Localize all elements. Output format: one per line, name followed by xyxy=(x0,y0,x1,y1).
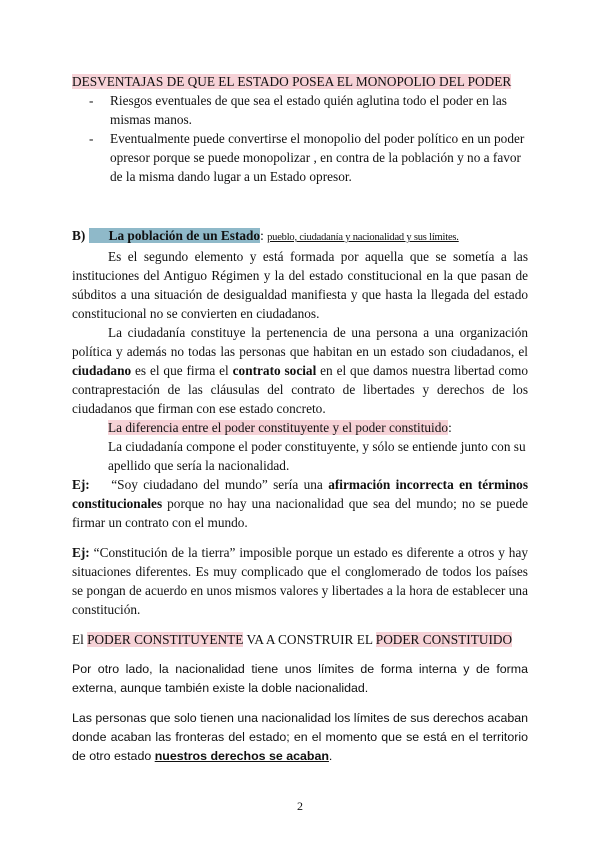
section-b-subtitle: pueblo, ciudadanía y nacionalidad y sus límites. xyxy=(267,232,459,243)
paragraph-citizenship xyxy=(72,323,528,418)
dash-bullet: - xyxy=(89,131,94,146)
list-item-text: Eventualmente puede convertirse el monopolio del poder político en un poder opresor porque se puede monopolizar , en contra de la población y no a favor de la misma dando lugar a un Estado opresor. xyxy=(110,131,525,184)
disadvantages-list xyxy=(72,91,528,186)
paragraph-population: Es el segundo elemento y está formada por aquella que se sometía a las instituciones del Antiguo Régimen y la del estado constitucional en la que pasan de súbditos a una situación de desigualdad manifiesta y que hasta la llegada del estado constitucional no se convierten en ciudadanos. xyxy=(72,249,528,321)
difference-colon: : xyxy=(448,420,452,435)
disadvantages-title xyxy=(72,72,528,91)
section-b-marker: B) xyxy=(72,228,86,243)
difference-title xyxy=(108,418,528,437)
disadvantages-title-text: DESVENTAJAS DE QUE EL ESTADO POSEA EL MONOPOLIO DEL PODER xyxy=(72,74,512,89)
text-run: “Constitución de la tierra” imposible porque un estado es diferente a otros y hay situaciones diferentes. Es muy complicado que el conglomerado de todos los países se pongan de acuerdo en unos mismos valores y libertades a la hora de establecer una constitución. xyxy=(72,545,529,617)
list-item xyxy=(72,91,528,129)
text-run: Las personas que solo tienen una nacionalidad los límites de sus derechos acaban donde acaban las fronteras del estado; en el momento que se está en el territorio de otro estado xyxy=(72,711,529,763)
example-label: Ej: xyxy=(72,477,90,492)
bold-term: contrato social xyxy=(232,363,317,378)
dash-bullet: - xyxy=(89,93,94,108)
constituent-line xyxy=(72,630,528,649)
document-page xyxy=(72,72,528,766)
highlight-constituent-power: PODER CONSTITUYENTE xyxy=(87,632,244,647)
text-run: porque no hay una nacionalidad que sea del mundo; no se puede firmar un contrato con el mundo. xyxy=(72,496,528,530)
difference-block xyxy=(72,418,528,475)
text-run: El xyxy=(72,632,84,647)
bold-term: afirmación incorrecta en términos constitucionales xyxy=(72,477,529,511)
bold-term: ciudadano xyxy=(72,363,132,378)
example-2 xyxy=(72,543,528,619)
text-run: VA A CONSTRUIR EL xyxy=(246,632,373,647)
text-run: en el que damos nuestra libertad como contraprestación de las cláusulas del contrato de libertades y derechos de los ciudadanos que firman con ese estado concreto. xyxy=(72,363,529,416)
example-1 xyxy=(72,475,528,532)
text-run: es el que firma el xyxy=(135,363,229,378)
section-b-title xyxy=(89,228,260,243)
text-run: “Soy ciudadano del mundo” sería una xyxy=(111,477,323,492)
example-label: Ej: xyxy=(72,545,90,560)
difference-highlight: La diferencia entre el poder constituyente y el poder constituido xyxy=(108,420,449,435)
difference-text: La ciudadanía compone el poder constituyente, y sólo se entiende junto con su apellido que sería la nacionalidad. xyxy=(108,439,526,473)
text-run: . xyxy=(328,749,333,763)
highlight-constituted-power: PODER CONSTITUIDO xyxy=(375,632,513,647)
paragraph-limits xyxy=(72,709,528,766)
page-number: 2 xyxy=(297,799,303,813)
section-b-title-text: La población de un Estado xyxy=(108,228,261,243)
list-item xyxy=(72,129,528,186)
section-b-heading xyxy=(72,226,528,247)
bold-underlined-term: nuestros derechos se acaban xyxy=(154,749,329,763)
list-item-text: Riesgos eventuales de que sea el estado quién aglutina todo el poder en las mismas manos. xyxy=(110,93,507,127)
text-run: La ciudadanía constituye la pertenencia de una persona a una organización política y además no todas las personas que habitan en un estado son ciudadanos, el xyxy=(72,325,528,359)
section-b-separator: : xyxy=(260,228,264,243)
paragraph-nationality: Por otro lado, la nacionalidad tiene unos límites de forma interna y de forma externa, aunque también existe la doble nacionalidad. xyxy=(72,662,528,695)
